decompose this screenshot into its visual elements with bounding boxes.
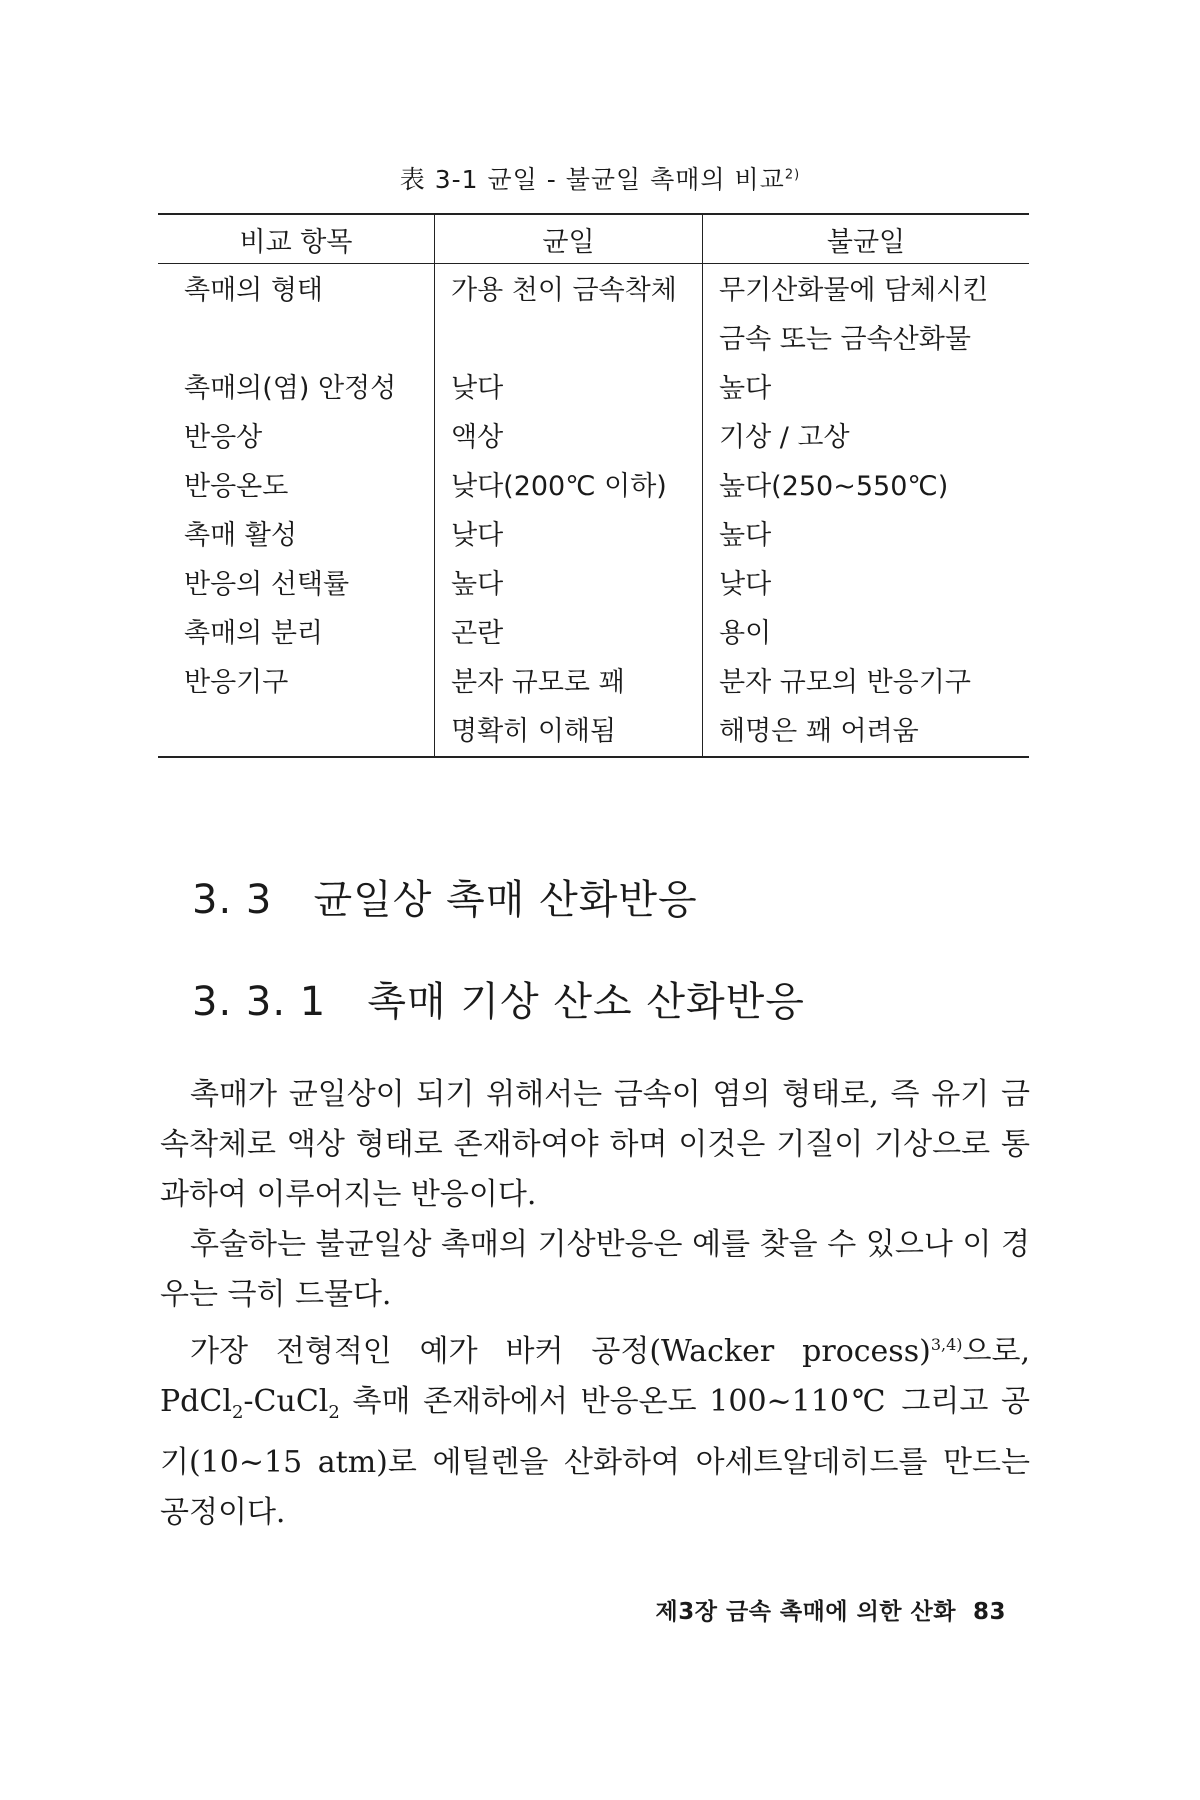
table-cell: 반응온도 (184, 471, 289, 502)
table-cell: 높다 (435, 560, 703, 609)
table-row (158, 462, 1029, 511)
chapter-title: 제3장 금속 촉매에 의한 산화 (655, 1599, 956, 1625)
table-cell: 반응기구 (184, 667, 289, 698)
paragraph-text: 촉매 존재하에서 반응온도 100~110℃ 그리고 공기(10~15 atm)로 에틸렌을 산화하여 아세트알데히드를 만드는 공정이다. (160, 1384, 1030, 1530)
table-cell: 해명은 꽤 어려움 (703, 707, 1030, 757)
table-cell: 명확히 이해됨 (435, 707, 703, 757)
table-cell: 반응의 선택률 (184, 569, 350, 600)
table-cell: 낮다 (703, 560, 1030, 609)
table-row (158, 560, 1029, 609)
table-cell: 촉매의 형태 (184, 275, 323, 306)
table-cell: 촉매 활성 (184, 520, 297, 551)
table-row (158, 413, 1029, 462)
paragraph-text: 가장 전형적인 예가 바커 공정(Wacker process) (190, 1334, 931, 1369)
table-caption (0, 160, 1200, 196)
table-cell: 높다 (703, 511, 1030, 560)
table-cell: 낮다 (435, 364, 703, 413)
table-cell: 가용 천이 금속착체 (435, 264, 703, 316)
table-row (158, 264, 1029, 316)
citation-reference: 3,4) (930, 1335, 963, 1354)
header-heterogeneous: 불균일 (703, 214, 1030, 264)
paragraph-text: -CuCl (243, 1384, 329, 1419)
page-footer (656, 1593, 1006, 1626)
header-homogeneous: 균일 (435, 214, 703, 264)
table-cell: 반응상 (184, 422, 263, 453)
table-row (158, 707, 1029, 757)
table-row (158, 658, 1029, 707)
paragraph-text: 으로, PdCl (160, 1334, 1030, 1419)
paragraph: 후술하는 불균일상 촉매의 기상반응은 예를 찾을 수 있으나 이 경우는 극히 드물다. (160, 1227, 1030, 1312)
table-cell: 낮다 (435, 511, 703, 560)
table-cell: 낮다(200℃ 이하) (435, 462, 703, 511)
caption-reference: 2) (784, 167, 801, 183)
table-cell (435, 315, 703, 364)
table-cell: 분자 규모로 꽤 (435, 658, 703, 707)
body-text (160, 1070, 1030, 1538)
table-cell: 촉매의(염) 안정성 (184, 373, 397, 404)
table-cell: 높다(250~550℃) (703, 462, 1030, 511)
section-title: 균일상 촉매 산화반응 (313, 877, 698, 923)
table-cell: 용이 (703, 609, 1030, 658)
table-row (158, 364, 1029, 413)
table-header-row (158, 214, 1029, 264)
subsection-title: 촉매 기상 산소 산화반응 (367, 979, 805, 1025)
table-cell: 촉매의 분리 (184, 618, 323, 649)
comparison-table (158, 213, 1029, 758)
subsection-number: 3. 3. 1 (192, 979, 327, 1025)
table-cell: 곤란 (435, 609, 703, 658)
table-cell: 분자 규모의 반응기구 (703, 658, 1030, 707)
table-cell (158, 315, 435, 364)
header-item: 비교 항목 (158, 214, 435, 264)
subscript: 2 (231, 1402, 244, 1423)
paragraph (160, 1320, 1030, 1538)
table-row (158, 511, 1029, 560)
subsection-heading (192, 970, 805, 1027)
table-cell: 액상 (435, 413, 703, 462)
table-row (158, 609, 1029, 658)
table-cell: 금속 또는 금속산화물 (703, 315, 1030, 364)
table-cell: 높다 (703, 364, 1030, 413)
table-row (158, 315, 1029, 364)
section-heading (192, 868, 698, 925)
section-number: 3. 3 (192, 877, 273, 923)
page-number: 83 (972, 1599, 1006, 1625)
caption-text: 表 3-1 균일 - 불균일 촉매의 비교 (399, 165, 785, 194)
table-cell: 무기산화물에 담체시킨 (703, 264, 1030, 316)
table-cell: 기상 / 고상 (703, 413, 1030, 462)
table-cell (158, 707, 435, 757)
subscript: 2 (328, 1402, 340, 1423)
paragraph: 촉매가 균일상이 되기 위해서는 금속이 염의 형태로, 즉 유기 금속착체로 액상 형태로 존재하여야 하며 이것은 기질이 기상으로 통과하여 이루어지는 반응이다. (160, 1077, 1030, 1212)
